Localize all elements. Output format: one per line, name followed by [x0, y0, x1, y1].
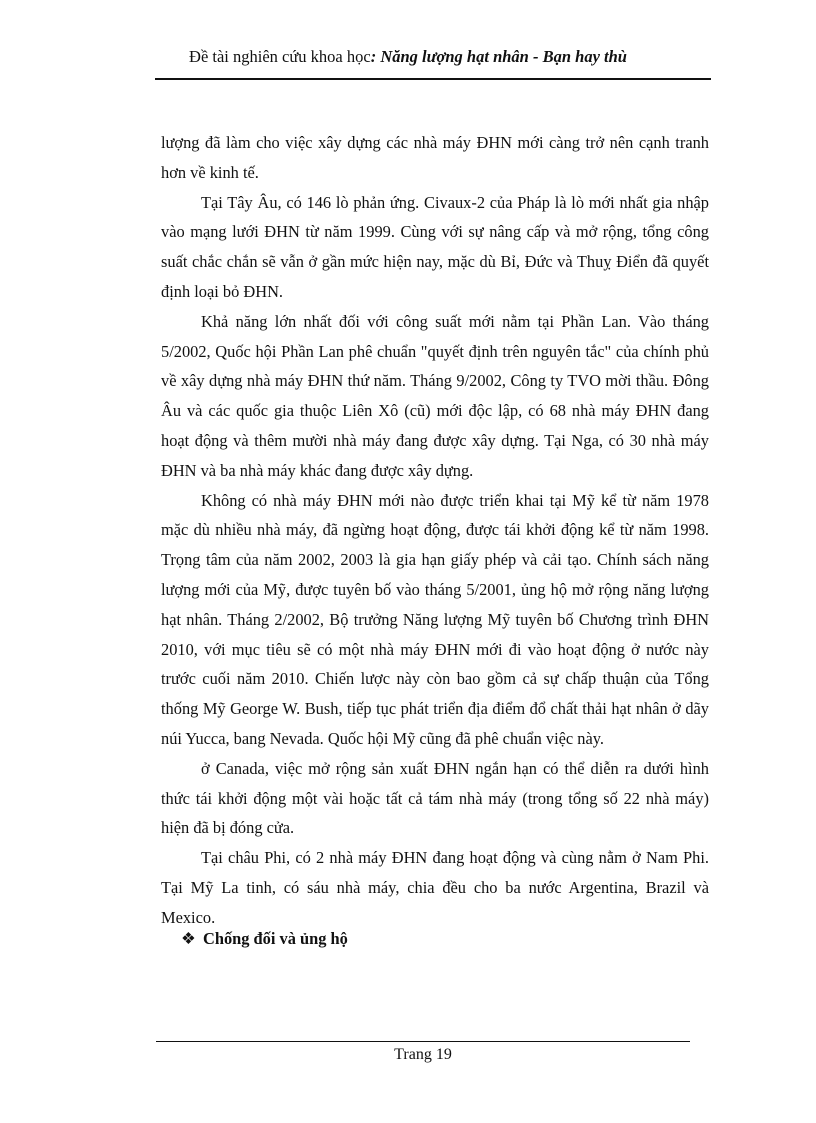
- header-title: : Năng lượng hạt nhân - Bạn hay thù: [370, 47, 627, 66]
- section-title: Chống đối và ủng hộ: [203, 929, 348, 948]
- header-divider: [155, 78, 711, 80]
- header-prefix: Đề tài nghiên cứu khoa học: [189, 47, 371, 66]
- paragraph-canada: ở Canada, việc mở rộng sản xuất ĐHN ngắn hạn có thể diễn ra dưới hình thức tái khởi động một vài hoặc tất cả tám nhà máy (trong tổng số 22 nhà máy) hiện đã bị đóng cửa.: [161, 758, 709, 838]
- page-header: [0, 46, 816, 68]
- section-heading: [181, 928, 348, 950]
- footer-divider: [156, 1041, 690, 1042]
- paragraph-finland: Khả năng lớn nhất đối với công suất mới nằm tại Phần Lan. Vào tháng 5/2002, Quốc hội Phần Lan phê chuẩn "quyết định trên nguyên tắc" của chính phủ về xây dựng nhà máy ĐHN thứ năm. Tháng 9/2002, Công ty TVO mời thầu. Đông Âu và các quốc gia thuộc Liên Xô (cũ) mới độc lập, có 68 nhà máy ĐHN đang hoạt động và thêm mười nhà máy đang được xây dựng. Tại Nga, có 30 nhà máy ĐHN và ba nhà máy khác đang được xây dựng.: [161, 311, 709, 480]
- paragraph-usa: Không có nhà máy ĐHN mới nào được triển khai tại Mỹ kể từ năm 1978 mặc dù nhiều nhà máy, đã ngừng hoạt động, được tái khởi động kể từ năm 1998. Trọng tâm của năm 2002, 2003 là gia hạn giấy phép và cải tạo. Chính sách năng lượng mới của Mỹ, được tuyên bố vào tháng 5/2001, ủng hộ mở rộng năng lượng hạt nhân. Tháng 2/2002, Bộ trưởng Năng lượng Mỹ tuyên bố Chương trình ĐHN 2010, với mục tiêu sẽ có một nhà máy ĐHN mới đi vào hoạt động ở nước này trước cuối năm 2010. Chiến lược này còn bao gồm cả sự chấp thuận của Tổng thống Mỹ George W. Bush, tiếp tục phát triển địa điểm đổ chất thải hạt nhân ở dãy núi Yucca, bang Nevada. Quốc hội Mỹ cũng đã phê chuẩn việc này.: [161, 490, 709, 748]
- paragraph-africa-latin-america: Tại châu Phi, có 2 nhà máy ĐHN đang hoạt động và cùng nằm ở Nam Phi. Tại Mỹ La tinh, có sáu nhà máy, chia đều cho ba nước Argentina, Brazil và Mexico.: [161, 848, 709, 927]
- page-number: Trang 19: [394, 1046, 452, 1063]
- diamond-bullet-icon: ❖: [181, 929, 196, 948]
- paragraph-western-europe: Tại Tây Âu, có 146 lò phản ứng. Civaux-2 của Pháp là lò mới nhất gia nhập vào mạng lưới ĐHN từ năm 1999. Cùng với sự nâng cấp và mở rộng, tổng công suất chắc chắn sẽ vẫn ở gần mức hiện nay, mặc dù Bỉ, Đức và Thuỵ Điển đã quyết định loại bỏ ĐHN.: [161, 192, 709, 301]
- body-text: [161, 128, 709, 933]
- paragraph-continuation: lượng đã làm cho việc xây dựng các nhà máy ĐHN mới càng trở nên cạnh tranh hơn về kinh tế.: [161, 133, 709, 182]
